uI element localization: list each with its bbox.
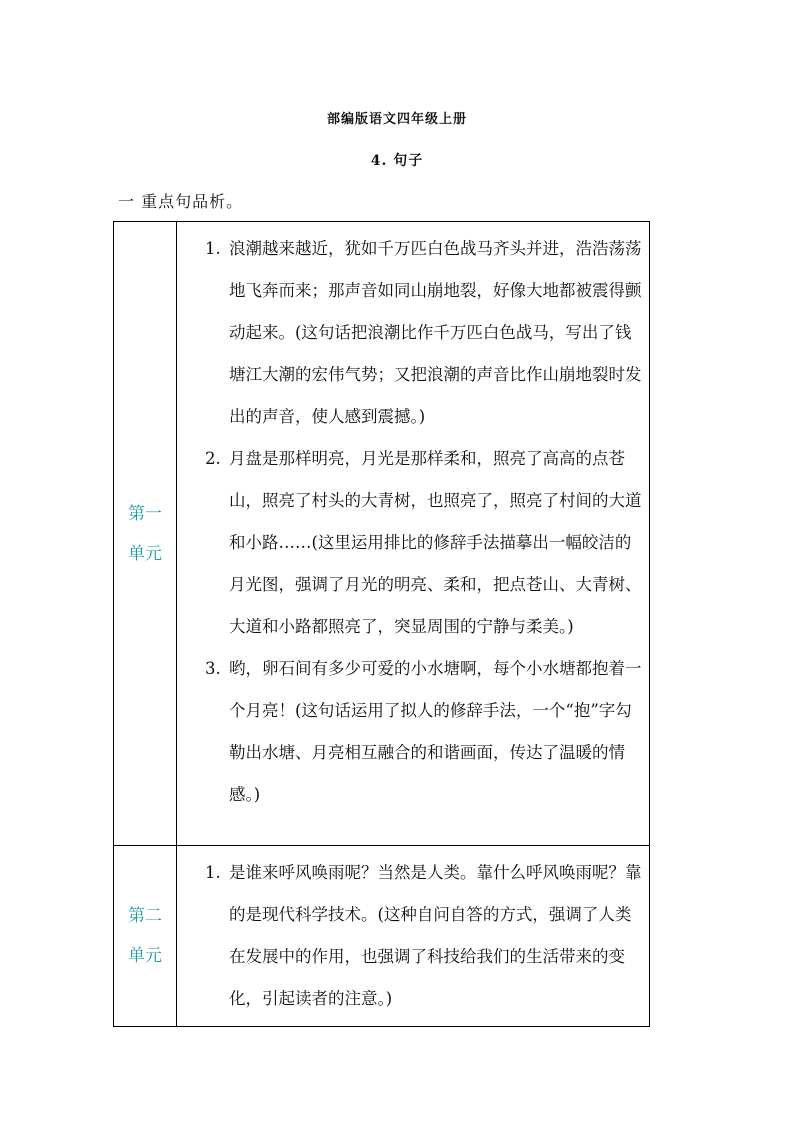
item-number: 1.	[205, 239, 221, 258]
item-number: 3.	[205, 659, 221, 678]
table-row	[114, 222, 650, 846]
sentence-item	[187, 438, 643, 648]
item-number: 2.	[205, 449, 221, 468]
unit-label: 第二 单元	[128, 906, 162, 966]
unit-content-cell	[177, 846, 650, 1027]
section-heading: 一 重点句品析。	[118, 192, 244, 211]
lesson-title: 4. 句子	[370, 153, 424, 169]
sentence-item	[187, 228, 643, 438]
item-number: 1.	[205, 863, 221, 882]
unit-content-cell	[177, 222, 650, 846]
table-row	[114, 846, 650, 1027]
sentence-item	[187, 852, 643, 1020]
item-text: 哟，卵石间有多少可爱的小水塘啊，每个小水塘都抱着一个月亮！(这句话运用了拟人的修辞手法，一个“抱”字勾勒出水塘、月亮相互融合的和谐画面，传达了温暖的情感。)	[229, 659, 642, 804]
unit-label-cell	[114, 222, 177, 846]
unit-label-cell	[114, 846, 177, 1027]
item-text: 浪潮越来越近，犹如千万匹白色战马齐头并进，浩浩荡荡地飞奔而来；那声音如同山崩地裂，好像大地都被震得颤动起来。(这句话把浪潮比作千万匹白色战马，写出了钱塘江大潮的宏伟气势；又把浪潮的声音比作山崩地裂时发出的声音，使人感到震撼。)	[229, 239, 642, 426]
item-text: 月盘是那样明亮，月光是那样柔和，照亮了高高的点苍山，照亮了村头的大青树，也照亮了，照亮了村间的大道和小路……(这里运用排比的修辞手法描摹出一幅皎洁的月光图，强调了月光的明亮、柔和，把点苍山、大青树、大道和小路都照亮了，突显周围的宁静与柔美。)	[229, 449, 642, 636]
book-title: 部编版语文四年级上册	[326, 112, 467, 127]
unit-label: 第一 单元	[128, 503, 162, 564]
item-text: 是谁来呼风唤雨呢？当然是人类。靠什么呼风唤雨呢？靠的是现代科学技术。(这种自问自答的方式，强调了人类在发展中的作用，也强调了科技给我们的生活带来的变化，引起读者的注意。)	[229, 863, 642, 1008]
sentence-item	[187, 648, 643, 816]
sentence-analysis-table	[113, 221, 650, 1027]
